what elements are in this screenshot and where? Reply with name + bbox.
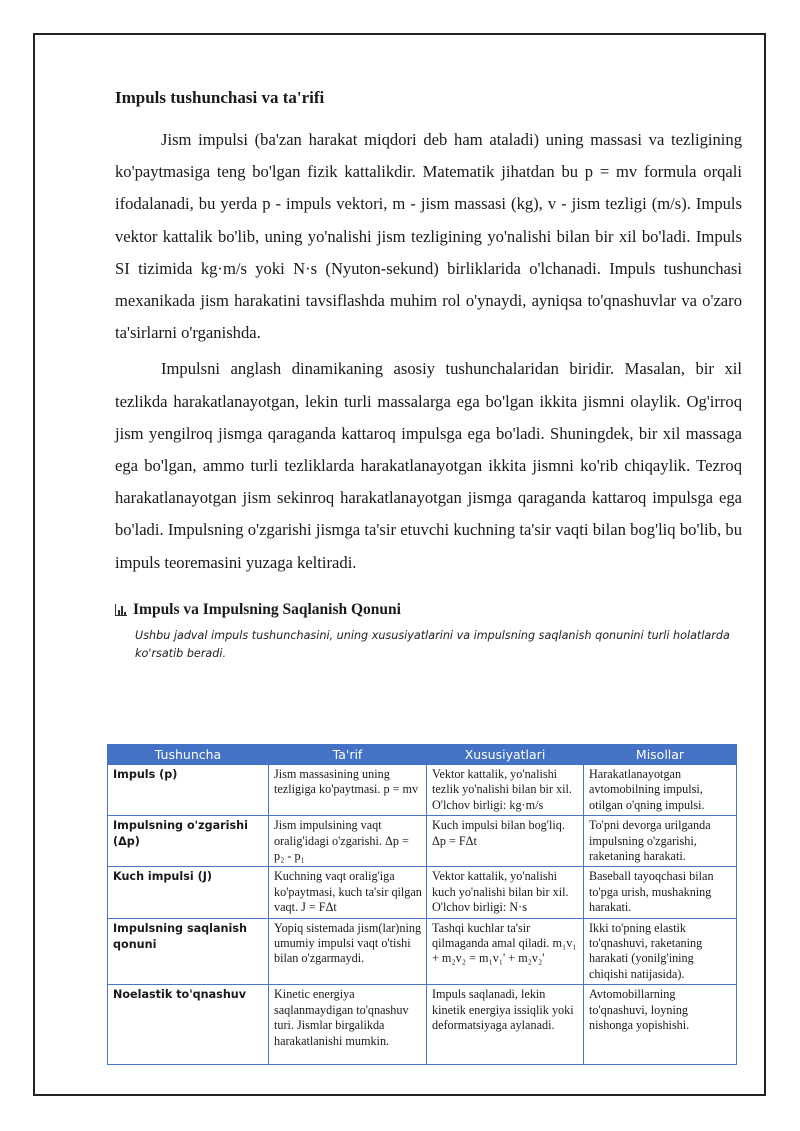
cell-concept: Noelastik to'qnashuv <box>108 985 269 1065</box>
header-examples: Misollar <box>584 745 737 765</box>
document-body <box>115 86 742 663</box>
table-header-row <box>108 745 737 765</box>
cell-concept: Impulsning saqlanish qonuni <box>108 918 269 985</box>
table-row <box>108 985 737 1065</box>
table-row <box>108 816 737 867</box>
cell-examples: Baseball tayoqchasi bilan to'pga urish, mushakning harakati. <box>584 867 737 918</box>
bar-chart-icon <box>115 604 127 616</box>
section-heading: Impuls tushunchasi va ta'rifi <box>115 88 325 107</box>
cell-properties: Impuls saqlanadi, lekin kinetik energiya issiqlik yoki deformatsiyaga aylanadi. <box>427 985 584 1065</box>
header-concept: Tushuncha <box>108 745 269 765</box>
table-row <box>108 765 737 816</box>
cell-definition: Kinetic energiya saqlanmaydigan to'qnashuv turi. Jismlar birgalikda harakatlanishi mumkin. <box>269 985 427 1065</box>
header-properties: Xususiyatlari <box>427 745 584 765</box>
cell-properties: Kuch impulsi bilan bog'liq. Δp = FΔt <box>427 816 584 867</box>
impulse-concepts-table <box>107 744 737 1065</box>
cell-definition: Kuchning vaqt oralig'iga ko'paytmasi, kuch ta'sir qilgan vaqt. J = FΔt <box>269 867 427 918</box>
table-caption: Ushbu jadval impuls tushunchasini, uning xususiyatlarini va impulsning saqlanish qonunini turli holatlarda ko'rsatib beradi. <box>135 628 730 660</box>
cell-properties: Vektor kattalik, yo'nalishi tezlik yo'nalishi bilan bir xil. O'lchov birligi: kg·m/s <box>427 765 584 816</box>
cell-concept: Impulsning o'zgarishi (Δp) <box>108 816 269 867</box>
cell-properties: Vektor kattalik, yo'nalishi kuch yo'nalishi bilan bir xil. O'lchov birligi: N·s <box>427 867 584 918</box>
cell-properties: Tashqi kuchlar ta'sir qilmaganda amal qiladi. m₁v₁ + m₂v₂ = m₁v₁' + m₂v₂' <box>427 918 584 985</box>
cell-definition: Jism impulsining vaqt oralig'idagi o'zgarishi. Δp = p₂ - p₁ <box>269 816 427 867</box>
paragraph-2: Impulsni anglash dinamikaning asosiy tushunchalaridan biridir. Masalan, bir xil tezlikda harakatlanayotgan, lekin turli massalarga ega bo'lgan ikkita jismni olaylik. Og'irroq jism yengilroq jismga qaraganda kattaroq impulsga ega bo'ladi. Shuningdek, bir xil massaga ega bo'lgan, ammo turli tezliklarda harakatlanayotgan ikkita jismni ko'rib chiqaylik. Tezroq harakatlanayotgan jism sekinroq harakatlanayotgan jismga qaraganda kattaroq impulsga ega bo'ladi. Impulsning o'zgarishi jismga ta'sir etuvchi kuchning ta'sir vaqti bilan bog'liq bo'lib, bu impuls teoremasini yuzaga keltiradi. <box>115 359 742 572</box>
cell-examples: Ikki to'pning elastik to'qnashuvi, raketaning harakati (yonilg'ining chiqishi natijasida). <box>584 918 737 985</box>
cell-examples: Avtomobillarning to'qnashuvi, loyning nishonga yopishishi. <box>584 985 737 1065</box>
cell-examples: Harakatlanayotgan avtomobilning impulsi, otilgan o'qning impulsi. <box>584 765 737 816</box>
table-title: Impuls va Impulsning Saqlanish Qonuni <box>133 600 401 618</box>
cell-concept: Kuch impulsi (J) <box>108 867 269 918</box>
cell-concept: Impuls (p) <box>108 765 269 816</box>
table-row <box>108 918 737 985</box>
cell-definition: Jism massasining uning tezligiga ko'paytmasi. p = mv <box>269 765 427 816</box>
cell-examples: To'pni devorga urilganda impulsning o'zgarishi, raketaning harakati. <box>584 816 737 867</box>
table-section-title <box>115 601 742 619</box>
cell-definition: Yopiq sistemada jism(lar)ning umumiy impulsi vaqt o'tishi bilan o'zgarmaydi. <box>269 918 427 985</box>
table-row <box>108 867 737 918</box>
paragraph-1: Jism impulsi (ba'zan harakat miqdori deb ham ataladi) uning massasi va tezligining ko'paytmasiga teng bo'lgan fizik kattalikdir. Matematik jihatdan bu p = mv formula orqali ifodalanadi, bu yerda p - impuls vektori, m - jism massasi (kg), v - jism tezligi (m/s). Impuls vektor kattalik bo'lib, uning yo'nalishi jism tezligining yo'nalishi bilan bir xil bo'ladi. Impuls SI tizimida kg·m/s yoki N·s (Nyuton-sekund) birliklarida o'lchanadi. Impuls tushunchasi mexanikada jism harakatini tavsiflashda muhim rol o'ynaydi, ayniqsa to'qnashuvlar va o'zaro ta'sirlarni o'rganishda. <box>115 130 742 343</box>
header-definition: Ta'rif <box>269 745 427 765</box>
